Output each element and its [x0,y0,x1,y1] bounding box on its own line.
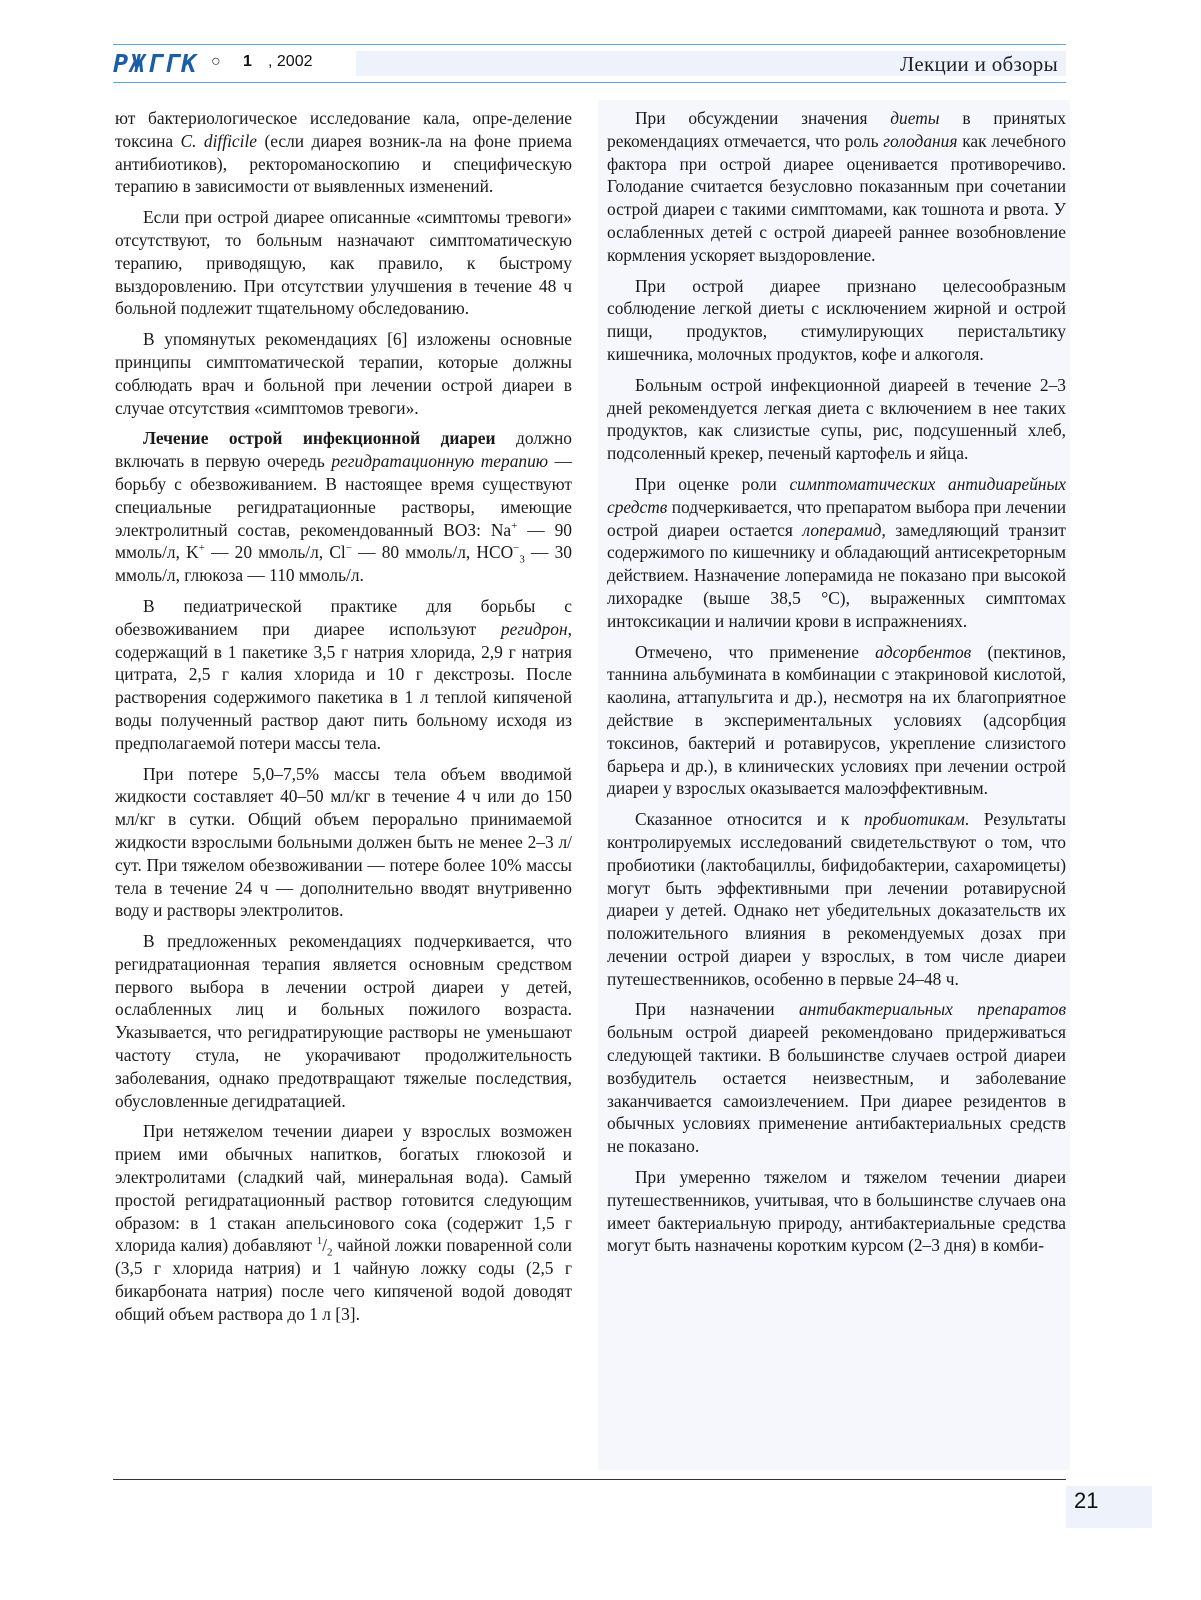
paragraph [115,1120,572,1325]
paragraph [607,808,1066,990]
text-run-em: регидратационную терапию [331,451,549,472]
text-run: — 20 ммоль/л, Cl [204,542,346,563]
text-run: При острой диарее признано целесообразным соблюдение легкой диеты с исключением жирной и острой пищи, продуктов, стимулирующих перистальтику кишечника, молочных продуктов, кофе и алкоголя. [607,275,1066,364]
paragraph [115,595,572,755]
text-run: ют бактериологическое исследование кала, опре-деление токсина [115,108,572,151]
paragraph [115,763,572,923]
text-run-em: голодания [883,130,958,151]
paragraph [607,107,1066,267]
paragraph [607,374,1066,465]
text-run: Отмечено, что применение [635,641,876,662]
text-run: — 30 ммоль/л, глюкоза — 110 ммоль/л. [115,542,572,586]
right-column [607,107,1066,1265]
text-run-b: Лечение острой инфекционной диареи [143,428,496,449]
left-column [115,107,572,1334]
text-run: При потере 5,0–7,5% массы тела объем вводимой жидкости составляет 40–50 мл/кг в течение 4 ч или до 150 мл/кг в сутки. Общий объем перорально принимаемой жидкости взрослыми больными должен быть не менее 2–3 л/сут. При тяжелом обезвоживании — потере более 10% массы тела в течение 24 ч — дополнительно вводят внутривенно воду и растворы электролитов. [115,763,572,921]
text-run-sup: − [345,542,352,555]
text-run-em: диеты [890,108,940,128]
text-run: , содержащий в 1 пакетике 3,5 г натрия хлорида, 2,9 г натрия цитрата, 2,5 г калия хлорида и 10 г декстрозы. После растворения содержимого пакетика в 1 л теплой кипяченой воды полученный раствор дают пить больному исходя из предполагаемой потери массы тела. [115,618,572,753]
text-run: — 80 ммоль/л, HCO [351,542,514,563]
text-run: — борьбу с обезвоживанием. В настоящее время существуют специальные регидратационные растворы, имеющие электролитный состав, рекомендованный ВОЗ: Na [115,451,572,540]
text-run: В упомянутых рекомендациях [6] изложены основные принципы симптоматической терапии, которые должны соблюдать врач и больной при лечении острой диареи в случае отсутствия «симптомов тревоги». [115,329,572,418]
header-top-rule [113,44,1066,45]
section-title: Лекции и обзоры [899,52,1058,76]
text-run: В предложенных рекомендациях подчеркивается, что регидратационная терапия является основным средством первого выбора в лечении острой диареи у детей, ослабленных лиц и больных пожилого возраста. Указывается, что регидратирующие растворы не уменьшают частоту стула, не укорачивают продолжительность заболевания, однако предотвращают тяжелые последствия, обусловленные дегидратацией. [115,931,572,1111]
text-run: (если диарея возник-ла на фоне приема антибиотиков), ректороманоскопию и специфическую терапию в зависимости от выявленных изменений. [115,130,572,197]
text-run: При умеренно тяжелом и тяжелом течении диареи путешественников, учитывая, что в большинстве случаев она имеет бактериальную природу, антибактериальные средства могут быть назначены коротким курсом (2–3 дня) в комби- [607,1167,1066,1256]
issue-number: 1 [243,53,252,70]
text-run: в принятых рекомендациях отмечается, что роль [607,108,1066,151]
text-run-sup: 1 [316,1235,323,1248]
paragraph [607,1166,1066,1257]
paragraph [115,427,572,587]
text-run: — 90 ммоль/л, K [115,519,572,563]
paragraph [115,107,572,198]
text-run-sub: 3 [519,553,525,566]
page-header [113,44,1066,84]
text-run: При нетяжелом течении диареи у взрослых возможен прием ими обычных напитков, богатых глюкозой и электролитами (сладкий чай, минеральная вода). Самый простой регидратационный раствор готовится следующим образом: в 1 стакан апельсинового сока (содержит 1,5 г хлорида калия) добавляют [115,1121,572,1256]
header-bottom-rule [113,82,1066,83]
text-run: должно включать в первую очередь [115,428,573,472]
paragraph [607,473,1066,633]
paragraph [115,206,572,320]
text-run-sup: + [198,542,205,555]
text-run: При назначении [635,999,799,1020]
text-run: Сказанное относится и к [635,809,865,830]
text-run-em: C. difficile [180,130,258,151]
page-number: 21 [1074,1488,1099,1513]
text-run: Больным острой инфекционной диареей в течение 2–3 дней рекомендуется легкая диета с включением в нее таких продуктов, как слизистые супы, рис, подсушенный хлеб, подсоленный крекер, печеный картофель и яйца. [607,374,1066,464]
text-run-em: лоперамид [802,519,882,540]
text-run-em: адсорбентов [875,641,972,662]
text-run-em: пробиотикам [864,809,965,830]
text-run-em: регидрон [500,618,568,639]
section-band [356,51,1066,76]
paragraph [607,998,1066,1158]
text-run: / [322,1235,328,1256]
issue-year: , 2002 [268,53,313,70]
text-run: , замедляющий транзит содержимого по кишечнику и обладающий антисекреторным действием. Назначение лоперамида не показано при высокой лихорадке (выше 38,5 °C), выраженных симптомах интоксикации и наличии крови в испражнениях. [607,519,1067,631]
text-run: . Результаты контролируемых исследований свидетельствуют о том, что пробиотики (лактобациллы, бифидобактерии, сахаромицеты) могут быть эффективными при лечении ротавирусной диареи у детей. Однако нет убедительных доказательств их положительного влияния в рекомендуемых дозах при лечении острой диареи у взрослых, в том числе диареи путешественников, особенно в первые 24–48 ч. [607,809,1066,989]
text-run: чайной ложки поваренной соли (3,5 г хлорида натрия) и 1 чайную ложку соды (2,5 г бикарбоната натрия) после чего кипяченой водой доводят общий объем раствора до 1 л [3]. [115,1235,572,1324]
paragraph [607,641,1066,801]
paragraph [115,328,572,419]
text-run: При обсуждении значения [635,108,891,128]
separator-dot: ○ [211,53,221,70]
footer-rule [113,1479,1066,1480]
text-run: При оценке роли [635,473,790,494]
text-run-sub: 2 [327,1246,333,1259]
text-run-em: симптоматических антидиарейных средств [607,473,1067,517]
text-run-em: антибактериальных препаратов [798,999,1066,1020]
paragraph [607,275,1066,366]
text-run: В педиатрической практике для борьбы с обезвоживанием при диарее используют [115,595,572,639]
text-run: больным острой диареей рекомендовано придерживаться следующей тактики. В большинстве случаев острой диареи возбудитель остается неизвестным, и заболевание заканчивается самоизлечением. При диарее резидентов в обычных условиях применение антибактериальных средств не показано. [607,1022,1066,1157]
journal-logo: РЖГГК [113,49,199,78]
text-run: Если при острой диарее описанные «симптомы тревоги» отсутствуют, то больным назначают симптоматическую терапию, приводящую, как правило, к быстрому выздоровлению. При отсутствии улучшения в течение 48 ч больной подлежит тщательному обследованию. [115,207,572,319]
paragraph [115,930,572,1112]
text-run: подчеркивается, что препаратом выбора при лечении острой диареи остается [607,496,1066,540]
text-run: как лечебного фактора при острой диарее оценивается противоречиво. Голодание считается безусловно показанным при сочетании острой диареи с такими симптомами, как тошнота и рвота. У ослабленных детей с острой диареей раннее возобновление кормления ускоряет выздоровление. [607,130,1066,265]
text-run: (пектинов, таннина альбумината в комбинации с этакриновой кислотой, каолина, аттапульгита и др.), несмотря на их благоприятное действие в экспериментальных условиях (адсорбция токсинов, бактерий и ротавирусов, укрепление слизистого барьера и др.), в клинических условиях при лечении острой диареи у взрослых оказывается малоэффективным. [607,641,1066,799]
text-run-sup: + [511,519,518,532]
text-run-sup: − [513,542,520,555]
